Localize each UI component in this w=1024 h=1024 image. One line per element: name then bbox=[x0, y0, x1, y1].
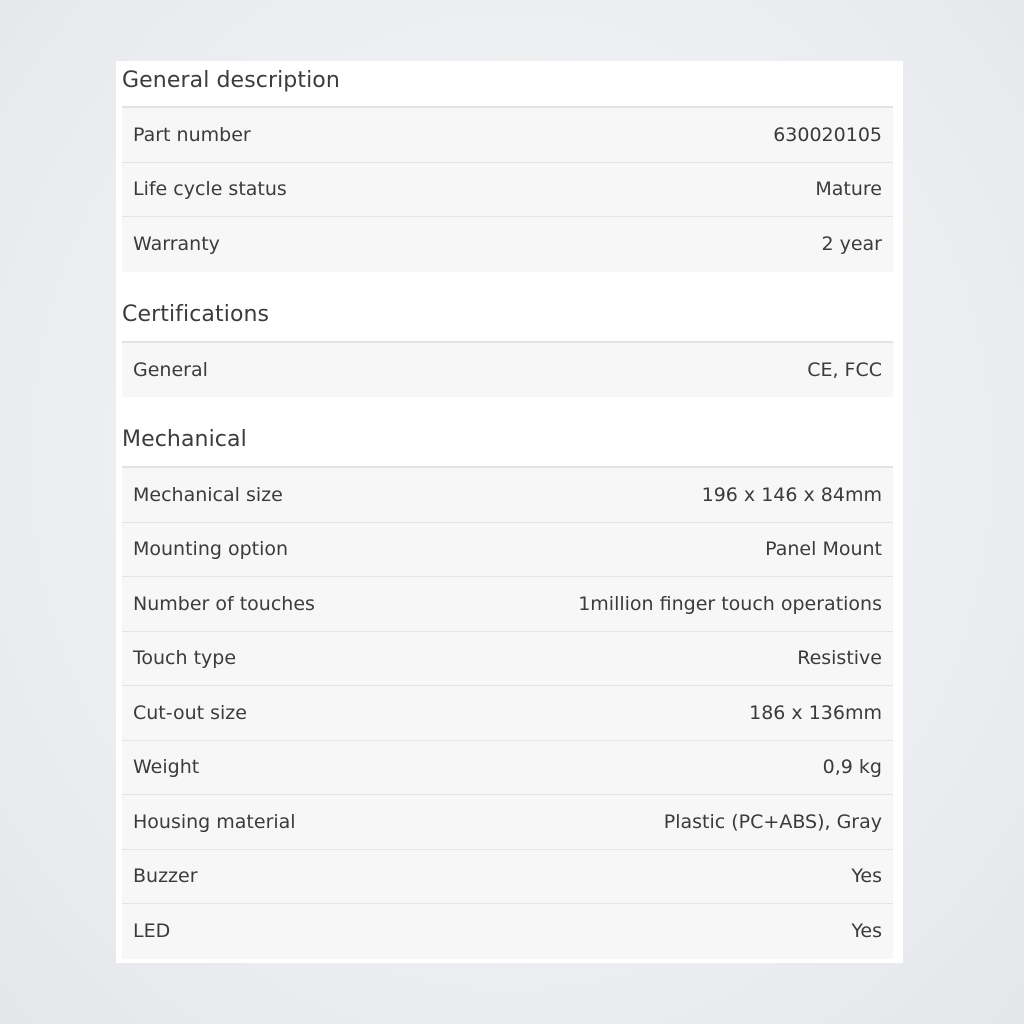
spec-row-part-number bbox=[122, 108, 893, 163]
spec-label: Buzzer bbox=[133, 865, 198, 888]
spec-value: Yes bbox=[851, 920, 882, 943]
spec-label: Mounting option bbox=[133, 538, 289, 561]
spec-label: Life cycle status bbox=[133, 178, 287, 201]
spec-value: 1million finger touch operations bbox=[578, 592, 882, 615]
spec-value: Plastic (PC+ABS), Gray bbox=[663, 810, 882, 833]
section-title: Certifications bbox=[122, 301, 270, 327]
spec-value: 630020105 bbox=[773, 123, 882, 146]
spec-label: Number of touches bbox=[133, 592, 315, 615]
spec-value: Panel Mount bbox=[765, 538, 882, 561]
spec-value: 186 x 136mm bbox=[749, 701, 882, 724]
spec-value: 196 x 146 x 84mm bbox=[701, 483, 882, 506]
spec-row-mounting-option bbox=[122, 523, 893, 578]
spec-value: CE, FCC bbox=[807, 358, 882, 381]
spec-table bbox=[122, 106, 893, 272]
spec-table bbox=[122, 341, 893, 398]
spec-value: Yes bbox=[851, 865, 882, 888]
spec-row-life-cycle-status bbox=[122, 163, 893, 218]
spec-row-housing-material bbox=[122, 795, 893, 850]
spec-row-number-of-touches bbox=[122, 577, 893, 632]
spec-label: Mechanical size bbox=[133, 483, 283, 506]
spec-label: Warranty bbox=[133, 233, 220, 256]
spec-label: Cut-out size bbox=[133, 701, 247, 724]
spec-row-weight bbox=[122, 741, 893, 796]
spec-row-led bbox=[122, 904, 893, 959]
spec-row-touch-type bbox=[122, 632, 893, 687]
section-mechanical bbox=[122, 397, 893, 959]
section-certifications bbox=[122, 272, 893, 398]
section-title: Mechanical bbox=[122, 427, 247, 452]
spec-label: Part number bbox=[133, 123, 251, 146]
spec-value: Resistive bbox=[797, 647, 882, 670]
spec-value: 2 year bbox=[821, 233, 882, 256]
spec-label: LED bbox=[133, 920, 171, 943]
spec-value: Mature bbox=[815, 178, 882, 201]
spec-label: Housing material bbox=[133, 810, 296, 833]
spec-value: 0,9 kg bbox=[822, 756, 882, 779]
spec-label: Touch type bbox=[133, 647, 237, 670]
spec-row-general bbox=[122, 343, 893, 398]
spec-sheet bbox=[116, 61, 903, 963]
spec-row-warranty bbox=[122, 217, 893, 272]
section-title: General description bbox=[122, 68, 340, 93]
spec-row-mechanical-size bbox=[122, 468, 893, 523]
spec-label: General bbox=[133, 358, 208, 381]
spec-label: Weight bbox=[133, 756, 200, 779]
spec-row-buzzer bbox=[122, 850, 893, 905]
spec-row-cut-out-size bbox=[122, 686, 893, 741]
spec-table bbox=[122, 466, 893, 959]
section-general-description bbox=[122, 61, 893, 272]
